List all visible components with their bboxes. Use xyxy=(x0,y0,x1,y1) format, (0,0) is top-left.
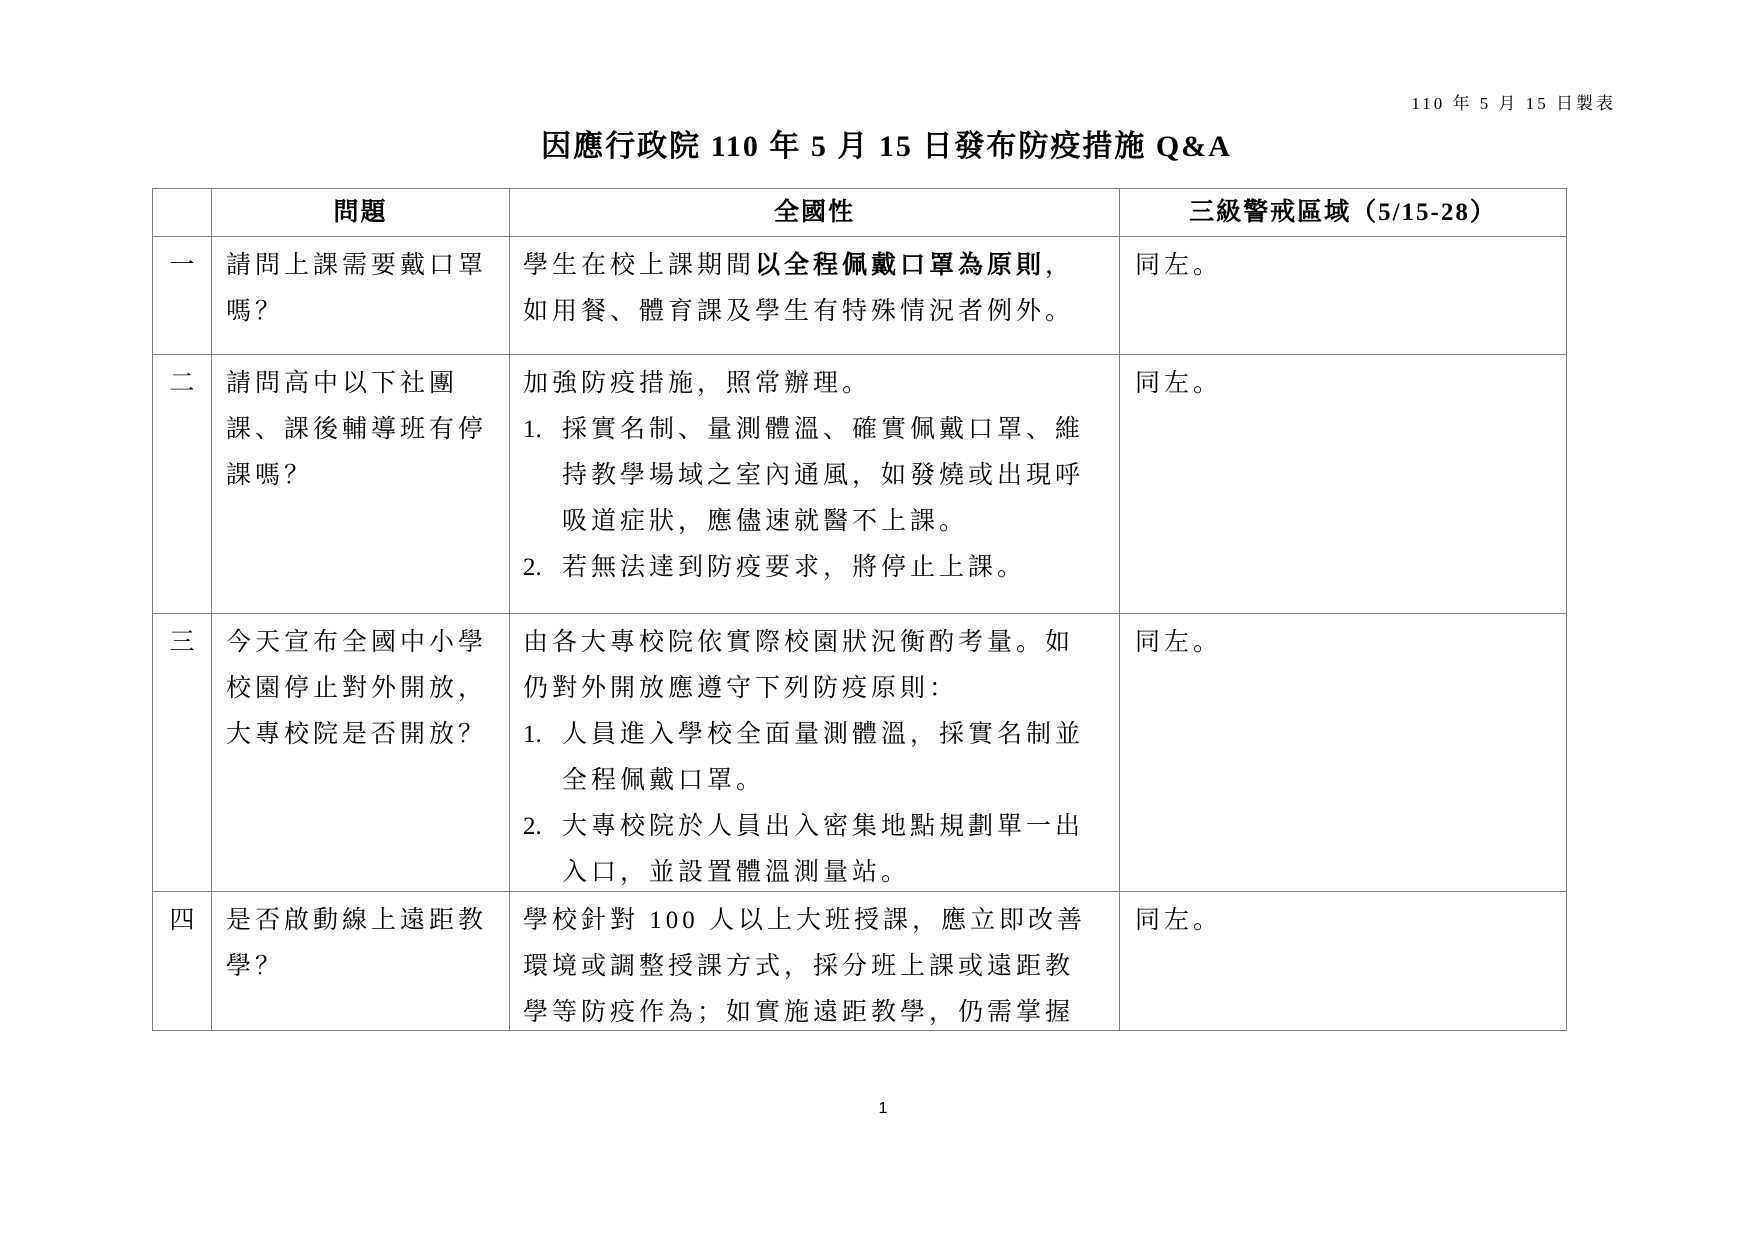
row-number-text: 三 xyxy=(169,629,195,656)
row-number xyxy=(153,355,212,614)
row-number xyxy=(153,892,212,1031)
table-row xyxy=(153,892,1567,1031)
header-national: 全國性 xyxy=(510,189,1120,237)
answer-line: 學校針對 100 人以上大班授課，應立即改善 xyxy=(523,907,1087,934)
question-cell xyxy=(212,355,510,614)
national-cell xyxy=(510,237,1120,355)
header-level3: 三級警戒區域（5/15-28） xyxy=(1120,189,1567,237)
row-number-text: 二 xyxy=(169,370,195,397)
question-line: 請問高中以下社團 xyxy=(226,370,459,397)
national-cell xyxy=(510,892,1120,1031)
answer-intro: 仍對外開放應遵守下列防疫原則： xyxy=(523,675,959,702)
question-line: 課嗎？ xyxy=(226,462,314,489)
question-line: 校園停止對外開放， xyxy=(226,675,488,702)
header-index-cell xyxy=(153,189,212,237)
level3-text: 同左。 xyxy=(1135,252,1223,279)
list-continuation: 入口，並設置體溫測量站。 xyxy=(562,859,911,886)
list-number: 1. xyxy=(523,721,542,748)
question-cell xyxy=(212,892,510,1031)
list-number: 2. xyxy=(523,554,542,581)
level3-text: 同左。 xyxy=(1135,907,1223,934)
level3-cell xyxy=(1120,892,1567,1031)
level3-text: 同左。 xyxy=(1135,629,1223,656)
question-line: 是否啟動線上遠距教 xyxy=(226,907,488,934)
page-title: 因應行政院 110 年 5 月 15 日發布防疫措施 Q&A xyxy=(541,130,1232,163)
list-continuation: 持教學場域之室內通風，如發燒或出現呼 xyxy=(562,462,1085,489)
row-number xyxy=(153,614,212,892)
answer-intro: 加強防疫措施，照常辦理。 xyxy=(523,370,872,397)
table-row xyxy=(153,355,1567,614)
question-line: 學？ xyxy=(226,953,285,980)
answer-line: 環境或調整授課方式，採分班上課或遠距教 xyxy=(523,953,1075,980)
list-item xyxy=(523,804,1119,850)
question-line: 請問上課需要戴口罩 xyxy=(226,252,488,279)
question-line: 今天宣布全國中小學 xyxy=(226,629,488,656)
question-cell xyxy=(212,237,510,355)
date-label: 110 年 5 月 15 日製表 xyxy=(1411,94,1616,113)
qa-table xyxy=(152,188,1567,1031)
list-text: 若無法達到防疫要求，將停止上課。 xyxy=(562,554,1027,581)
answer-text: 學生在校上課期間 xyxy=(523,252,756,279)
page-number: 1 xyxy=(878,1100,888,1117)
list-item xyxy=(523,712,1119,758)
row-number-text: 四 xyxy=(169,907,195,934)
national-cell xyxy=(510,614,1120,892)
list-number: 2. xyxy=(523,813,542,840)
list-continuation: 吸道症狀，應儘速就醫不上課。 xyxy=(562,508,969,535)
row-number xyxy=(153,237,212,355)
table-row xyxy=(153,614,1567,892)
header-question: 問題 xyxy=(212,189,510,237)
level3-cell xyxy=(1120,355,1567,614)
answer-line: 如用餐、體育課及學生有特殊情況者例外。 xyxy=(523,298,1075,325)
national-cell xyxy=(510,355,1120,614)
list-text: 採實名制、量測體溫、確實佩戴口罩、維 xyxy=(562,416,1085,443)
table-row xyxy=(153,237,1567,355)
list-number: 1. xyxy=(523,416,542,443)
list-text: 大專校院於人員出入密集地點規劃單一出 xyxy=(562,813,1085,840)
answer-text: ， xyxy=(1045,252,1075,279)
list-item xyxy=(523,545,1119,591)
answer-line: 學等防疫作為；如實施遠距教學，仍需掌握 xyxy=(523,999,1075,1026)
level3-cell xyxy=(1120,614,1567,892)
level3-text: 同左。 xyxy=(1135,370,1223,397)
question-line: 嗎？ xyxy=(226,298,285,325)
list-item xyxy=(523,407,1119,453)
level3-cell xyxy=(1120,237,1567,355)
answer-line xyxy=(523,243,1119,289)
list-text: 人員進入學校全面量測體溫，採實名制並 xyxy=(562,721,1085,748)
table-header-row xyxy=(153,189,1567,237)
question-line: 大專校院是否開放？ xyxy=(226,721,488,748)
list-continuation: 全程佩戴口罩。 xyxy=(562,767,766,794)
emphasis-text: 以全程佩戴口罩為原則 xyxy=(755,252,1046,279)
question-cell xyxy=(212,614,510,892)
answer-intro: 由各大專校院依實際校園狀況衡酌考量。如 xyxy=(523,629,1075,656)
row-number-text: 一 xyxy=(169,252,195,279)
question-line: 課、課後輔導班有停 xyxy=(226,416,488,443)
